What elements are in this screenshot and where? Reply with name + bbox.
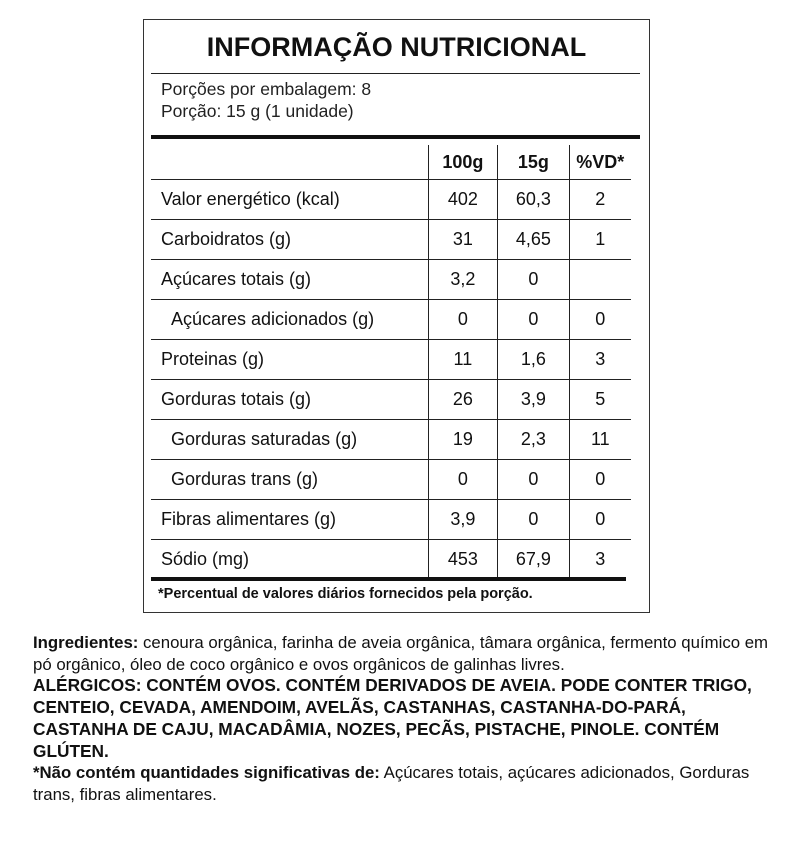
value-15g: 0 <box>498 460 569 500</box>
value-vd <box>569 260 631 300</box>
allergens-text: ALÉRGICOS: CONTÉM OVOS. CONTÉM DERIVADOS DE AVEIA. PODE CONTER TRIGO, CENTEIO, CEVADA, AMENDOIM, AVELÃS, CASTANHAS, CASTANHA-DO-PARÁ, CASTANHA DE CAJU, MACADÂMIA, NOZES, PECÃS, PISTACHE, PINOLE. CONTÉM GLÚTEN. <box>33 675 752 761</box>
table-row <box>151 540 631 580</box>
nutrient-name: Açúcares adicionados (g) <box>151 300 428 340</box>
nutrient-name: Fibras alimentares (g) <box>151 500 428 540</box>
table-row <box>151 300 631 340</box>
value-15g: 3,9 <box>498 380 569 420</box>
value-100g: 11 <box>428 340 498 380</box>
table-row <box>151 460 631 500</box>
not-significant-text: Açúcares totais, açúcares adicionados, Gorduras trans, fibras alimentares. <box>33 763 750 804</box>
table-row <box>151 340 631 380</box>
value-15g: 67,9 <box>498 540 569 580</box>
nutrition-table <box>151 145 631 579</box>
table-header-row <box>151 145 631 180</box>
serving-info <box>161 78 371 122</box>
ingredients-paragraph <box>33 632 783 675</box>
value-vd: 11 <box>569 420 631 460</box>
value-vd: 5 <box>569 380 631 420</box>
table-row <box>151 220 631 260</box>
value-100g: 19 <box>428 420 498 460</box>
value-15g: 1,6 <box>498 340 569 380</box>
table-row <box>151 420 631 460</box>
value-100g: 31 <box>428 220 498 260</box>
value-vd: 2 <box>569 180 631 220</box>
serving-size: Porção: 15 g (1 unidade) <box>161 101 354 121</box>
nutrient-name: Carboidratos (g) <box>151 220 428 260</box>
nutrient-name: Proteinas (g) <box>151 340 428 380</box>
value-15g: 60,3 <box>498 180 569 220</box>
value-100g: 402 <box>428 180 498 220</box>
table-row <box>151 180 631 220</box>
title-divider <box>151 73 640 74</box>
nutrient-name: Gorduras saturadas (g) <box>151 420 428 460</box>
nutrient-name: Gorduras totais (g) <box>151 380 428 420</box>
not-significant-heading: *Não contém quantidades significativas de: <box>33 763 380 783</box>
table-row <box>151 500 631 540</box>
table-row <box>151 380 631 420</box>
servings-per-package: Porções por embalagem: 8 <box>161 79 372 99</box>
not-significant-paragraph <box>33 762 783 805</box>
ingredients-heading: Ingredientes: <box>33 633 139 652</box>
nutrient-name: Gorduras trans (g) <box>151 460 428 500</box>
product-text <box>33 632 783 806</box>
value-100g: 26 <box>428 380 498 420</box>
header-vd: %VD* <box>569 145 631 180</box>
value-vd: 0 <box>569 460 631 500</box>
value-100g: 0 <box>428 460 498 500</box>
header-nutrient <box>151 145 428 180</box>
value-100g: 0 <box>428 300 498 340</box>
table-row <box>151 260 631 300</box>
nutrient-name: Açúcares totais (g) <box>151 260 428 300</box>
vd-footnote: *Percentual de valores diários fornecidos pela porção. <box>158 586 533 602</box>
value-15g: 2,3 <box>498 420 569 460</box>
header-100g: 100g <box>428 145 498 180</box>
value-vd: 3 <box>569 340 631 380</box>
value-vd: 0 <box>569 500 631 540</box>
bottom-thick-divider <box>151 577 626 581</box>
value-100g: 453 <box>428 540 498 580</box>
header-15g: 15g <box>498 145 569 180</box>
nutrient-name: Valor energético (kcal) <box>151 180 428 220</box>
ingredients-text: cenoura orgânica, farinha de aveia orgânica, tâmara orgânica, fermento químico em pó orgânico, óleo de coco orgânico e ovos orgânicos de galinhas livres. <box>33 633 769 674</box>
value-100g: 3,2 <box>428 260 498 300</box>
value-15g: 0 <box>498 260 569 300</box>
value-vd: 3 <box>569 540 631 580</box>
value-100g: 3,9 <box>428 500 498 540</box>
value-vd: 0 <box>569 300 631 340</box>
value-15g: 0 <box>498 300 569 340</box>
thick-divider <box>151 135 640 139</box>
value-15g: 4,65 <box>498 220 569 260</box>
value-vd: 1 <box>569 220 631 260</box>
nutrition-title: INFORMAÇÃO NUTRICIONAL <box>206 32 587 62</box>
nutrition-facts-box <box>143 19 650 613</box>
nutrient-name: Sódio (mg) <box>161 549 250 569</box>
value-15g: 0 <box>498 500 569 540</box>
